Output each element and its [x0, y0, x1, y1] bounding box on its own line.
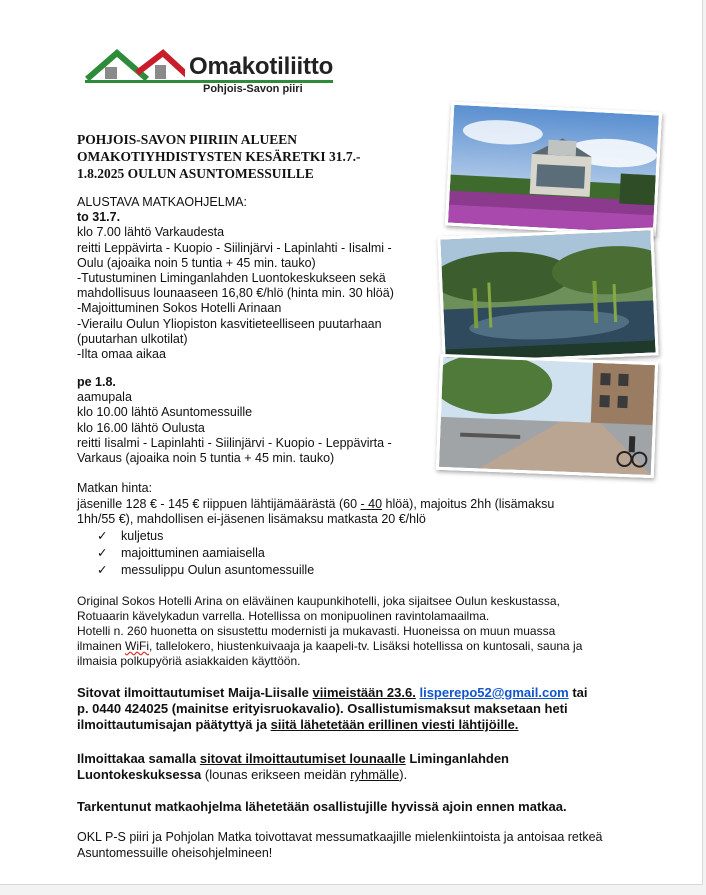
program-day1	[77, 195, 422, 362]
price-range: - 40	[360, 496, 383, 511]
registration-text: ilmoittautumisajan päätyttyä ja	[77, 717, 271, 732]
closing-line: Asuntomessuille oheisohjelmineen!	[77, 845, 273, 860]
lunch-text: (lounas erikseen meidän	[201, 767, 351, 782]
day1-line: -Tutustuminen Liminganlahden Luontokeskukseen sekä	[77, 271, 386, 286]
hotel-line: ilmaisia polkupyöriä asiakkaiden käyttöön.	[77, 654, 301, 668]
lunch-line	[77, 767, 637, 783]
price-text-a: jäsenille 128 € - 145 € riippuen lähtijämäärästä (60	[77, 496, 361, 511]
list-item	[77, 545, 652, 562]
list-item	[77, 528, 652, 545]
price-heading: Matkan hinta:	[77, 481, 153, 495]
lunch-text: ).	[399, 767, 408, 782]
hotel-line	[77, 639, 637, 654]
day2-line: Varkaus (ajoaika noin 5 tuntia + 45 min. tauko)	[77, 451, 335, 466]
garden-pavilion-image	[448, 105, 659, 234]
registration-line	[77, 717, 637, 733]
day2-line: aamupala	[77, 390, 132, 405]
price-text-b: hlöä), majoitus 2hh (lisämaksu	[382, 496, 555, 511]
document-title	[77, 131, 422, 182]
registration-text: tai	[568, 685, 588, 700]
day1-line: reitti Leppävirta - Kuopio - Siilinjärvi - Lapinlahti - Iisalmi -	[77, 240, 392, 255]
checkmark-icon: ✓	[97, 562, 108, 577]
price-section	[77, 481, 652, 579]
checkmark-icon: ✓	[97, 528, 108, 543]
closing-line: OKL P-S piiri ja Pohjolan Matka toivottavat messumatkaajille mielenkiintoista ja antoisaa retkeä	[77, 830, 603, 844]
house-roofs-icon	[85, 47, 185, 81]
hotel-line: Hotelli n. 260 huonetta on sisustettu modernisti ja mukavasti. Huoneissa on muun muassa	[77, 624, 556, 638]
registration-line: p. 0440 424025 (mainitse erityisruokavalio). Osallistumismaksut maksetaan heti	[77, 701, 568, 716]
registration-line	[77, 685, 637, 701]
day2-title: pe 1.8.	[77, 375, 116, 389]
photo-botanical-garden	[445, 102, 662, 237]
registration-note: siitä lähetetään erillinen viesti lähtijöille.	[270, 717, 519, 732]
list-item	[77, 562, 652, 579]
lunch-place: Luontokeskuksessa	[77, 767, 202, 782]
program-heading: ALUSTAVA MATKAOHJELMA:	[77, 195, 247, 209]
lunch-line	[77, 751, 637, 767]
registration-deadline: viimeistään 23.6.	[312, 685, 416, 700]
price-line-2: 1hh/55 €), mahdollisen ei-jäsenen lisämaksu matkasta 20 €/hlö	[77, 512, 426, 527]
logo-subtitle: Pohjois-Savon piiri	[203, 83, 303, 95]
lunch-text: Ilmoittakaa samalla	[77, 751, 200, 766]
day1-title: to 31.7.	[77, 210, 121, 225]
closing-text	[77, 830, 637, 861]
day2-line: klo 10.00 lähtö Asuntomessuille	[77, 405, 253, 420]
include-label: kuljetus	[121, 528, 164, 543]
title-line: 1.8.2025 OULUN ASUNTOMESSUILLE	[77, 166, 314, 181]
photo-city-street	[436, 354, 658, 478]
title-line: POHJOIS-SAVON PIIRIIN ALUEEN	[77, 132, 298, 147]
day1-line: mahdollisuus lounaaseen 16,80 €/hlö (hinta min. 30 hlöä)	[77, 286, 394, 301]
omakotiliitto-logo	[85, 47, 337, 101]
program-day2	[77, 375, 422, 466]
day2-line: reitti Iisalmi - Lapinlahti - Siilinjärvi - Kuopio - Leppävirta -	[77, 435, 392, 450]
day2-line: klo 16.00 lähtö Oulusta	[77, 420, 205, 435]
price-line	[77, 497, 652, 513]
lunch-text: Liminganlahden	[405, 751, 510, 766]
registration-text: Sitovat ilmoittautumiset Maija-Liisalle	[77, 685, 313, 700]
day1-line: Oulu (ajoaika noin 5 tuntia + 45 min. tauko)	[77, 255, 316, 270]
hotel-line: Rotuaarin kävelykadun varrella. Hotellissa on monipuolinen ravintolamaailma.	[77, 609, 490, 623]
title-line: OMAKOTIYHDISTYSTEN KESÄRETKI 31.7.-	[77, 149, 361, 164]
photo-pond	[437, 227, 658, 364]
hotel-text: ilmainen	[77, 639, 126, 653]
include-label: messulippu Oulun asuntomessuille	[121, 562, 315, 577]
day1-line: klo 7.00 lähtö Varkaudesta	[77, 225, 225, 240]
email-link[interactable]: lisperepo52@gmail.com	[419, 685, 569, 700]
lunch-emphasis: sitovat ilmoittautumiset lounaalle	[199, 751, 406, 766]
final-program-note: Tarkentunut matkaohjelma lähetetään osallistujille hyvissä ajoin ennen matkaa.	[77, 799, 567, 814]
day1-line: (puutarhan ulkotilat)	[77, 331, 188, 346]
checkmark-icon: ✓	[97, 545, 108, 560]
includes-list	[77, 528, 652, 579]
hotel-description	[77, 594, 637, 669]
lunch-info	[77, 751, 637, 783]
lunch-group: ryhmälle	[350, 767, 400, 782]
hotel-line: Original Sokos Hotelli Arina on eläväinen kaupunkihotelli, joka sijaitsee Oulun keskustassa,	[77, 594, 560, 608]
registration-info	[77, 685, 637, 733]
logo-name: Omakotiliitto	[189, 53, 334, 80]
include-label: majoittuminen aamiaisella	[121, 545, 265, 560]
hotel-text: , tallelokero, hiustenkuivaaja ja kaapeli-tv. Lisäksi hotellissa on kuntosali, sauna ja	[149, 639, 583, 653]
day1-line: -Majoittuminen Sokos Hotelli Arinaan	[77, 301, 282, 316]
day1-line: -Vierailu Oulun Yliopiston kasvitieteelliseen puutarhaan	[77, 316, 382, 331]
garden-pond-image	[440, 230, 655, 361]
wifi-word: WiFi	[125, 639, 150, 653]
day1-line: -Ilta omaa aikaa	[77, 347, 166, 362]
city-bike-path-image	[439, 357, 655, 475]
